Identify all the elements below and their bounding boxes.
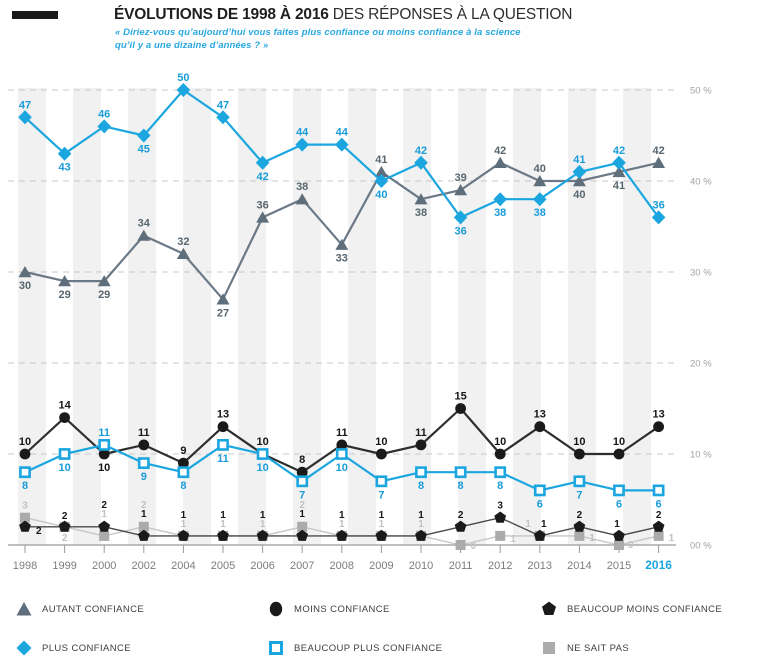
value-label: 10 <box>256 436 269 448</box>
value-label: 41 <box>573 153 586 166</box>
x-axis-year-label: 2015 <box>606 560 632 572</box>
square-icon <box>540 639 558 657</box>
value-label: 33 <box>335 252 348 265</box>
open-square-marker <box>377 477 386 486</box>
value-label: 6 <box>536 498 543 511</box>
value-label: 10 <box>612 436 626 448</box>
open-square-marker <box>654 486 663 495</box>
value-label: 3 <box>497 500 503 512</box>
x-axis-year-label: 2006 <box>250 560 275 572</box>
value-label: 41 <box>612 179 626 192</box>
value-label: 10 <box>18 436 32 448</box>
value-label: 9 <box>140 471 147 484</box>
value-label: 46 <box>98 108 111 121</box>
value-label: 1 <box>180 518 187 530</box>
value-label: 8 <box>417 480 425 493</box>
value-label: 1 <box>378 518 385 530</box>
value-label: 42 <box>494 144 507 157</box>
circle-marker <box>218 421 229 432</box>
value-label: 2 <box>61 510 68 522</box>
chart-subtitle-line2: qu’il y a une dizaine d’années ? » <box>115 40 269 51</box>
open-square-marker <box>60 449 69 458</box>
value-label: 36 <box>454 225 467 238</box>
value-label: 14 <box>58 399 71 412</box>
value-label: 1 <box>378 509 385 521</box>
background-stripe <box>348 88 376 545</box>
legend-label: PLUS CONFIANCE <box>42 642 132 654</box>
x-axis-year-label: 2000 <box>91 560 117 572</box>
circle-marker <box>20 449 31 460</box>
diamond-marker <box>493 192 507 206</box>
circle-marker <box>614 449 625 460</box>
square-marker <box>654 531 664 541</box>
circle-marker <box>138 440 149 451</box>
x-axis-year-label: 2013 <box>527 560 553 572</box>
page-title <box>114 6 572 24</box>
value-label: 2 <box>36 525 42 537</box>
value-label: 34 <box>137 217 150 230</box>
value-label: 44 <box>335 126 348 139</box>
triangle-icon <box>15 600 33 618</box>
open-square-marker <box>337 449 346 458</box>
pentagon-marker <box>494 512 506 523</box>
y-axis-tick-label: 40 % <box>690 176 712 188</box>
circle-marker <box>455 403 466 414</box>
value-label: 8 <box>497 480 504 493</box>
value-label: 2 <box>457 509 464 521</box>
value-label: 10 <box>98 462 111 474</box>
legend-label: BEAUCOUP PLUS CONFIANCE <box>294 642 443 654</box>
series-line <box>25 90 659 220</box>
value-label: 47 <box>18 99 32 112</box>
y-axis-tick-label: 50 % <box>690 85 712 97</box>
value-label: 43 <box>58 161 71 174</box>
value-label: 1 <box>259 518 266 530</box>
value-label: 6 <box>615 498 623 511</box>
value-label: 6 <box>655 498 662 511</box>
x-axis-year-label: 2011 <box>448 560 473 572</box>
value-label: 0 <box>628 540 634 551</box>
value-label: 2 <box>299 499 305 511</box>
circle-marker <box>495 449 506 460</box>
value-label: 11 <box>217 452 229 465</box>
square-marker <box>456 540 466 550</box>
value-label: 1 <box>339 518 345 530</box>
value-label: 2 <box>655 509 662 521</box>
value-label: 2 <box>101 499 107 511</box>
x-axis-year-label: 2014 <box>567 560 592 572</box>
x-axis-year-label: 2012 <box>487 560 513 572</box>
value-label: 38 <box>414 207 428 220</box>
value-label: 10 <box>256 462 269 474</box>
value-label: 44 <box>296 126 309 139</box>
value-label: 1 <box>141 508 147 520</box>
value-label: 38 <box>533 207 546 220</box>
x-axis-year-label: 2005 <box>210 560 236 572</box>
value-label: 1 <box>299 508 305 520</box>
square-marker <box>495 531 505 541</box>
value-label: 1 <box>259 509 266 521</box>
value-label: 7 <box>576 489 583 502</box>
circle-icon <box>267 600 285 618</box>
open-square-marker <box>218 440 227 449</box>
value-label: 8 <box>457 480 464 493</box>
value-label: 1 <box>418 518 424 530</box>
legend-item-beaucoup-plus-confiance <box>267 639 442 657</box>
open-square-marker <box>614 486 623 495</box>
value-label: 1 <box>589 532 595 544</box>
pentagon-icon <box>540 600 558 618</box>
y-axis-tick-label: 20 % <box>690 358 712 370</box>
open-square-marker <box>456 468 465 477</box>
open-square-marker <box>496 468 505 477</box>
value-label: 1 <box>220 509 226 521</box>
legend-label: BEAUCOUP MOINS CONFIANCE <box>567 603 723 615</box>
value-label: 2 <box>61 532 68 544</box>
value-label: 45 <box>137 143 150 156</box>
background-stripe <box>623 88 651 545</box>
value-label: 9 <box>180 445 187 458</box>
value-label: 10 <box>494 436 507 448</box>
legend-label: MOINS CONFIANCE <box>294 603 390 615</box>
value-label: 10 <box>375 436 388 448</box>
value-label: 1 <box>418 509 424 521</box>
x-axis-year-label: 2016 <box>645 558 672 572</box>
square-marker <box>574 531 584 541</box>
square-open-icon <box>267 639 285 657</box>
x-axis-year-label: 2004 <box>171 560 196 572</box>
open-square-marker <box>100 440 109 449</box>
background-stripe <box>513 88 541 545</box>
square-marker <box>614 540 624 550</box>
pentagon-marker <box>653 521 665 532</box>
page-title-strong: ÉVOLUTIONS DE 1998 À 2016 <box>114 6 329 23</box>
value-label: 11 <box>137 426 150 439</box>
value-label: 7 <box>378 489 385 502</box>
value-label: 10 <box>573 436 586 448</box>
chart-subtitle <box>115 26 521 52</box>
value-label: 30 <box>18 280 32 292</box>
y-axis-tick-label: 10 % <box>690 449 712 461</box>
value-label: 1 <box>180 509 187 521</box>
value-label: 8 <box>299 454 306 467</box>
value-label: 0 <box>470 541 477 552</box>
x-axis-year-label: 1998 <box>12 560 38 572</box>
x-axis-year-label: 2008 <box>329 560 355 572</box>
value-label: 2 <box>576 509 583 521</box>
circle-marker <box>416 440 427 451</box>
value-label: 11 <box>335 426 348 439</box>
value-label: 42 <box>256 170 269 183</box>
x-axis-year-label: 2007 <box>289 560 315 572</box>
legend <box>0 593 763 663</box>
open-square-marker <box>179 468 188 477</box>
open-square-marker <box>416 468 425 477</box>
page-title-rest: DES RÉPONSES À LA QUESTION <box>328 6 573 23</box>
chart-subtitle-line1: « Diriez-vous qu’aujourd’hui vous faites plus confiance ou moins confiance à la science <box>115 27 521 38</box>
value-label: 36 <box>652 199 665 212</box>
value-label: 15 <box>454 390 467 403</box>
triangle-marker <box>494 157 507 168</box>
value-label: 40 <box>533 163 546 175</box>
value-label: 1 <box>525 518 531 530</box>
chart-svg <box>0 72 763 595</box>
value-label: 42 <box>414 144 428 157</box>
value-label: 13 <box>652 408 665 421</box>
open-square-marker <box>535 486 544 495</box>
value-label: 1 <box>614 518 620 530</box>
header-accent-bar <box>12 11 58 19</box>
value-label: 29 <box>98 289 111 302</box>
circle-marker <box>653 421 664 432</box>
value-label: 47 <box>216 99 230 112</box>
circle-marker <box>534 421 545 432</box>
value-label: 1 <box>510 533 516 545</box>
line-chart <box>0 72 763 595</box>
open-square-marker <box>139 459 148 468</box>
value-label: 32 <box>177 235 190 248</box>
value-label: 41 <box>375 153 388 166</box>
legend-item-autant-confiance <box>15 600 144 618</box>
value-label: 1 <box>668 532 675 544</box>
value-label: 7 <box>299 489 306 502</box>
legend-item-plus-confiance <box>15 639 131 657</box>
x-axis-year-label: 2010 <box>408 560 434 572</box>
diamond-icon <box>15 639 33 657</box>
y-axis-tick-label: 30 % <box>690 267 712 279</box>
background-stripe <box>238 88 269 545</box>
open-square-marker <box>575 477 584 486</box>
legend-item-moins-confiance <box>267 600 390 618</box>
value-label: 39 <box>454 172 467 185</box>
legend-label: AUTANT CONFIANCE <box>42 603 145 615</box>
x-axis-year-label: 2009 <box>369 560 394 572</box>
circle-marker <box>59 412 70 423</box>
value-label: 10 <box>58 462 71 474</box>
open-square-marker <box>20 468 29 477</box>
value-label: 27 <box>216 307 230 320</box>
legend-item-ne-sait-pas <box>540 639 629 657</box>
legend-item-beaucoup-moins-confiance <box>540 600 722 618</box>
value-label: 29 <box>58 289 71 302</box>
value-label: 1 <box>220 518 226 530</box>
circle-marker <box>376 449 387 460</box>
value-label: 40 <box>375 189 388 201</box>
value-label: 38 <box>494 207 507 220</box>
value-label: 8 <box>180 480 187 493</box>
value-label: 11 <box>415 426 427 439</box>
square-marker <box>99 531 109 541</box>
triangle-marker <box>652 157 665 168</box>
value-label: 1 <box>101 508 107 520</box>
value-label: 42 <box>612 144 626 157</box>
value-label: 2 <box>141 499 147 511</box>
value-label: 13 <box>533 408 546 421</box>
value-label: 8 <box>21 480 29 493</box>
open-square-marker <box>298 477 307 486</box>
background-stripe <box>73 88 101 545</box>
x-axis-year-label: 1999 <box>52 560 77 572</box>
value-label: 13 <box>216 408 230 421</box>
open-square-marker <box>258 449 267 458</box>
y-axis-tick-label: 00 % <box>690 540 712 552</box>
value-label: 36 <box>256 199 269 212</box>
value-label: 11 <box>98 426 111 439</box>
value-label: 3 <box>22 500 28 512</box>
value-label: 42 <box>652 144 665 157</box>
legend-label: NE SAIT PAS <box>567 642 630 654</box>
value-label: 1 <box>339 509 345 521</box>
circle-marker <box>574 449 585 460</box>
value-label: 40 <box>573 189 586 201</box>
value-label: 10 <box>335 462 348 474</box>
value-label: 1 <box>541 518 547 530</box>
x-axis-year-label: 2002 <box>131 560 157 572</box>
value-label: 38 <box>296 181 309 194</box>
value-label: 50 <box>177 72 190 84</box>
